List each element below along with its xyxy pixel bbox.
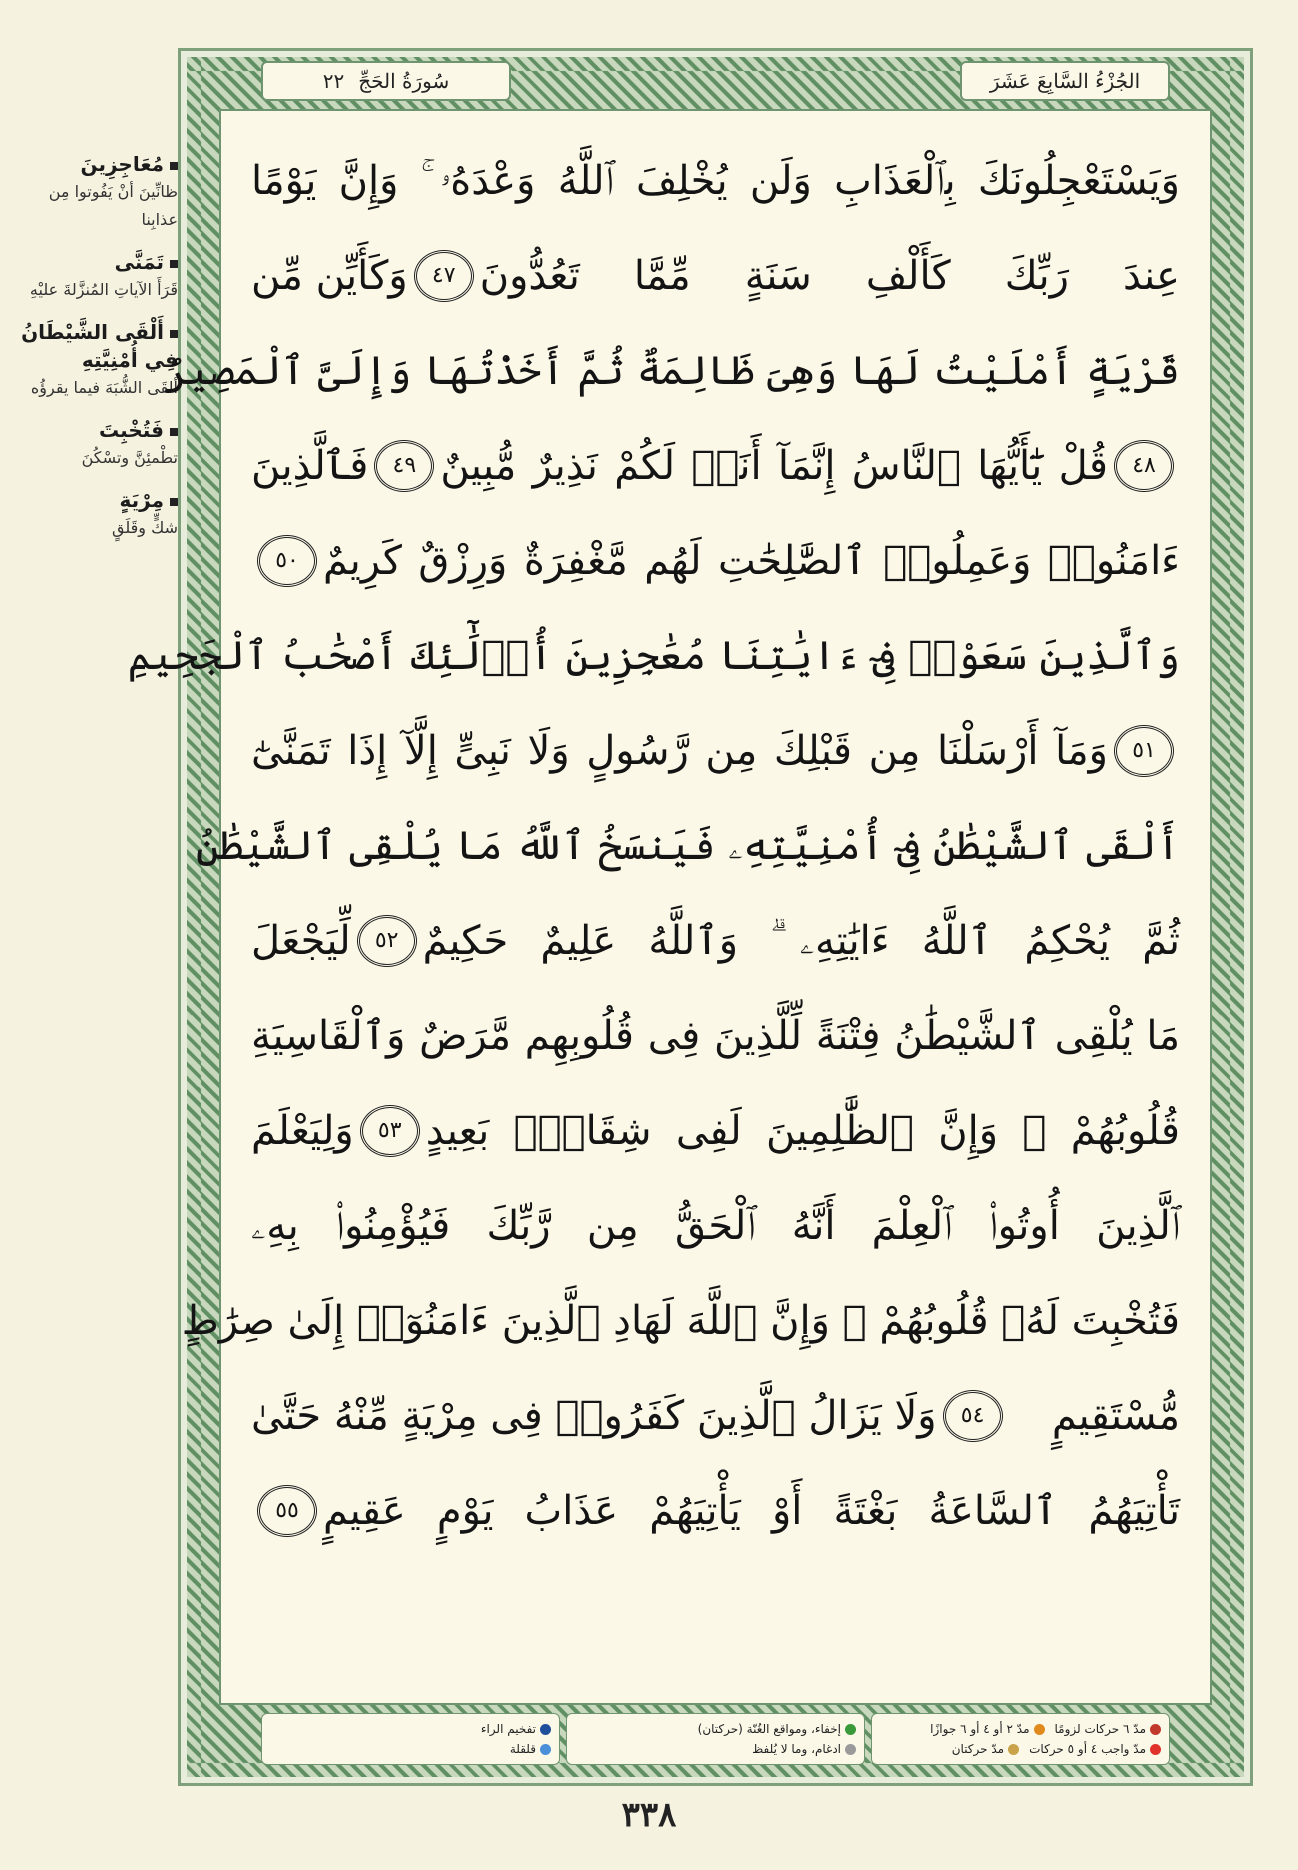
verse-text: أَلْقَى ٱلشَّيْطَٰنُ فِىٓ أُمْنِيَّتِهِۦ فَيَنسَخُ ٱللَّهُ مَا يُلْقِى ٱلشَّيْطَٰنُ — [195, 822, 1180, 869]
glossary-meaning: شكٍّ وقَلَقٍ — [112, 518, 178, 537]
color-dot-icon — [540, 1744, 551, 1755]
color-dot-icon — [1008, 1744, 1019, 1755]
legend-row — [880, 1739, 1161, 1759]
verse-text: مُّسْتَقِيمٍ — [1051, 1392, 1180, 1439]
color-dot-icon — [1150, 1724, 1161, 1735]
color-dot-icon — [1150, 1744, 1161, 1755]
legend-item — [698, 1719, 856, 1739]
juz-label: الجُزْءُ السَّابِعَ عَشَرَ — [989, 69, 1141, 93]
surah-label: سُورَةُ الحَجِّ — [358, 69, 450, 93]
text-line — [251, 513, 1180, 608]
bullet-icon — [170, 162, 178, 170]
glossary-word: فَتُخْبِتَ — [98, 418, 164, 442]
ayah-number-marker: ٤٩ — [374, 440, 434, 492]
ayah-number-marker: ٥٣ — [360, 1105, 420, 1157]
legend-label: تفخيم الراء — [480, 1722, 536, 1736]
verse-text-continuation: وَلِيَعْلَمَ — [251, 1107, 354, 1154]
verse-text: وَيَسْتَعْجِلُونَكَ بِٱلْعَذَابِ وَلَن يُخْلِفَ ٱللَّهُ وَعْدَهُۥ ۚ وَإِنَّ يَوْمًا — [251, 157, 1180, 204]
ayah-number-marker: ٥٤ — [943, 1390, 1003, 1442]
juz-header — [960, 61, 1170, 101]
verse-text: قُلْ يَٰٓأَيُّهَا ٱلنَّاسُ إِنَّمَآ أَنَا۠ لَكُمْ نَذِيرٌ مُّبِينٌ — [440, 442, 1108, 489]
color-dot-icon — [845, 1724, 856, 1735]
ayah-number-marker: ٥٠ — [257, 535, 317, 587]
glossary-meaning: تطْمئِنَّ وتسْكُنَ — [81, 448, 178, 467]
legend-row — [880, 1719, 1161, 1739]
verse-text-continuation: وَكَأَيِّن مِّن — [251, 252, 408, 299]
text-line — [195, 798, 1180, 893]
legend-item — [930, 1719, 1044, 1739]
color-dot-icon — [845, 1744, 856, 1755]
glossary-entry — [18, 150, 178, 234]
legend-box — [566, 1713, 865, 1765]
verse-text: قَرْيَةٍ أَمْلَيْتُ لَهَا وَهِىَ ظَالِمَةٌ ثُمَّ أَخَذْتُهَا وَإِلَىَّ ٱلْمَصِيرُ — [164, 347, 1180, 394]
text-line — [181, 1273, 1180, 1368]
bullet-icon — [170, 428, 178, 436]
glossary-word: مِرْيَةٍ — [119, 488, 164, 512]
page-number: ٣٣٨ — [621, 1795, 677, 1835]
color-dot-icon — [1034, 1724, 1045, 1735]
text-line — [251, 1178, 1180, 1273]
verse-text: وَمَآ أَرْسَلْنَا مِن قَبْلِكَ مِن رَّسُولٍ وَلَا نَبِىٍّ إِلَّآ إِذَا تَمَنَّىٰٓ — [251, 727, 1109, 774]
verse-text-continuation: وَلَا يَزَالُ ٱلَّذِينَ كَفَرُوا۟ فِى مِرْيَةٍ مِّنْهُ حَتَّىٰ — [251, 1392, 937, 1439]
bullet-icon — [170, 260, 178, 268]
legend-item — [752, 1739, 856, 1759]
ayah-number-marker: ٤٨ — [1114, 440, 1174, 492]
glossary-word: مُعَاجِزِينَ — [80, 152, 164, 176]
verse-text: ٱلَّذِينَ أُوتُوا۟ ٱلْعِلْمَ أَنَّهُ ٱلْحَقُّ مِن رَّبِّكَ فَيُؤْمِنُوا۟ بِهِۦ — [251, 1202, 1180, 1249]
verse-text: قُلُوبُهُمْ ۗ وَإِنَّ ٱلظَّٰلِمِينَ لَفِى شِقَاقٍۭ بَعِيدٍ — [425, 1107, 1180, 1154]
legend-row — [575, 1719, 856, 1739]
text-line — [251, 418, 1180, 513]
legend-item — [481, 1719, 551, 1739]
text-line — [251, 133, 1180, 228]
tajweed-legend — [261, 1713, 1170, 1765]
verse-text: ثُمَّ يُحْكِمُ ٱللَّهُ ءَايَٰتِهِۦ ۗ وَٱللَّهُ عَلِيمٌ حَكِيمٌ — [422, 917, 1180, 964]
verse-text: تَأْتِيَهُمُ ٱلسَّاعَةُ بَغْتَةً أَوْ يَأْتِيَهُمْ عَذَابُ يَوْمٍ عَقِيمٍ — [323, 1487, 1180, 1534]
glossary-entry — [18, 416, 178, 472]
ayah-number-marker: ٥٢ — [357, 915, 417, 967]
verse-text: فَتُخْبِتَ لَهُۥ قُلُوبُهُمْ ۗ وَإِنَّ ٱللَّهَ لَهَادِ ٱلَّذِينَ ءَامَنُوٓا۟ إِلَىٰ صِرَٰطٍ — [181, 1297, 1180, 1344]
text-line — [127, 608, 1180, 703]
legend-label: ادغام، وما لا يُلفظ — [752, 1742, 841, 1756]
legend-item — [1055, 1719, 1162, 1739]
legend-item — [952, 1739, 1019, 1759]
glossary-word: أَلْقَى الشَّيْطَانُ فِي أُمْنِيَّتِهِ — [21, 320, 178, 372]
legend-row — [270, 1719, 551, 1739]
legend-item — [1029, 1739, 1161, 1759]
legend-label: مدّ ٢ أو ٤ أو ٦ جوازًا — [930, 1722, 1030, 1736]
verse-text: ءَامَنُوا۟ وَعَمِلُوا۟ ٱلصَّٰلِحَٰتِ لَهُم مَّغْفِرَةٌ وَرِزْقٌ كَرِيمٌ — [323, 537, 1180, 584]
legend-row — [270, 1739, 551, 1759]
glossary-entry — [18, 248, 178, 304]
ayah-number-marker: ٥١ — [1114, 725, 1174, 777]
text-line — [251, 228, 1180, 323]
legend-label: إخفاء، ومواقع الغُنّة (حركتان) — [697, 1722, 841, 1736]
glossary-meaning: ظانِّينَ أنْ يَفُوتوا مِن عذابِنا — [48, 182, 178, 229]
ayah-number-marker: ٤٧ — [414, 250, 474, 302]
legend-item — [510, 1739, 551, 1759]
text-line — [251, 703, 1180, 798]
legend-label: قلقلة — [509, 1742, 536, 1756]
text-line — [251, 1463, 1180, 1558]
text-line — [251, 988, 1180, 1083]
legend-label: مدّ حركتان — [951, 1742, 1005, 1756]
verse-text: وَٱلَّذِينَ سَعَوْا۟ فِىٓ ءَايَٰتِنَا مُعَٰجِزِينَ أُو۟لَٰٓئِكَ أَصْحَٰبُ ٱلْجَحِيمِ — [127, 632, 1180, 679]
glossary-entry — [18, 486, 178, 542]
verse-text: مَا يُلْقِى ٱلشَّيْطَٰنُ فِتْنَةً لِّلَّذِينَ فِى قُلُوبِهِم مَّرَضٌ وَٱلْقَاسِيَةِ — [251, 1012, 1180, 1059]
legend-row — [575, 1739, 856, 1759]
verse-text-continuation: لِّيَجْعَلَ — [251, 917, 351, 964]
verse-text-continuation: فَٱلَّذِينَ — [251, 442, 369, 489]
text-line — [164, 323, 1180, 418]
surah-header — [261, 61, 511, 101]
verse-text: عِندَ رَبِّكَ كَأَلْفِ سَنَةٍ مِّمَّا تَعُدُّونَ — [479, 252, 1180, 299]
text-line — [251, 1368, 1180, 1463]
text-line — [251, 1083, 1180, 1178]
legend-label: مدّ واجب ٤ أو ٥ حركات — [1029, 1742, 1146, 1756]
surah-number: ٢٢ — [322, 69, 345, 93]
glossary-meaning: قَرَأَ الآياتِ المُنزَّلةَ عليْهِ — [29, 280, 178, 299]
bullet-icon — [170, 498, 178, 506]
legend-label: مدّ ٦ حركات لزومًا — [1054, 1722, 1146, 1736]
glossary-meaning: ألقَى الشُّبَهَ فيما يقرؤُه — [30, 378, 178, 397]
glossary-column — [18, 150, 178, 556]
color-dot-icon — [540, 1724, 551, 1735]
text-line — [251, 893, 1180, 988]
glossary-entry — [18, 318, 178, 402]
glossary-word: تَمَنَّى — [114, 250, 164, 274]
bullet-icon — [170, 330, 178, 338]
legend-box — [871, 1713, 1170, 1765]
legend-box — [261, 1713, 560, 1765]
ayah-number-marker: ٥٥ — [257, 1485, 317, 1537]
